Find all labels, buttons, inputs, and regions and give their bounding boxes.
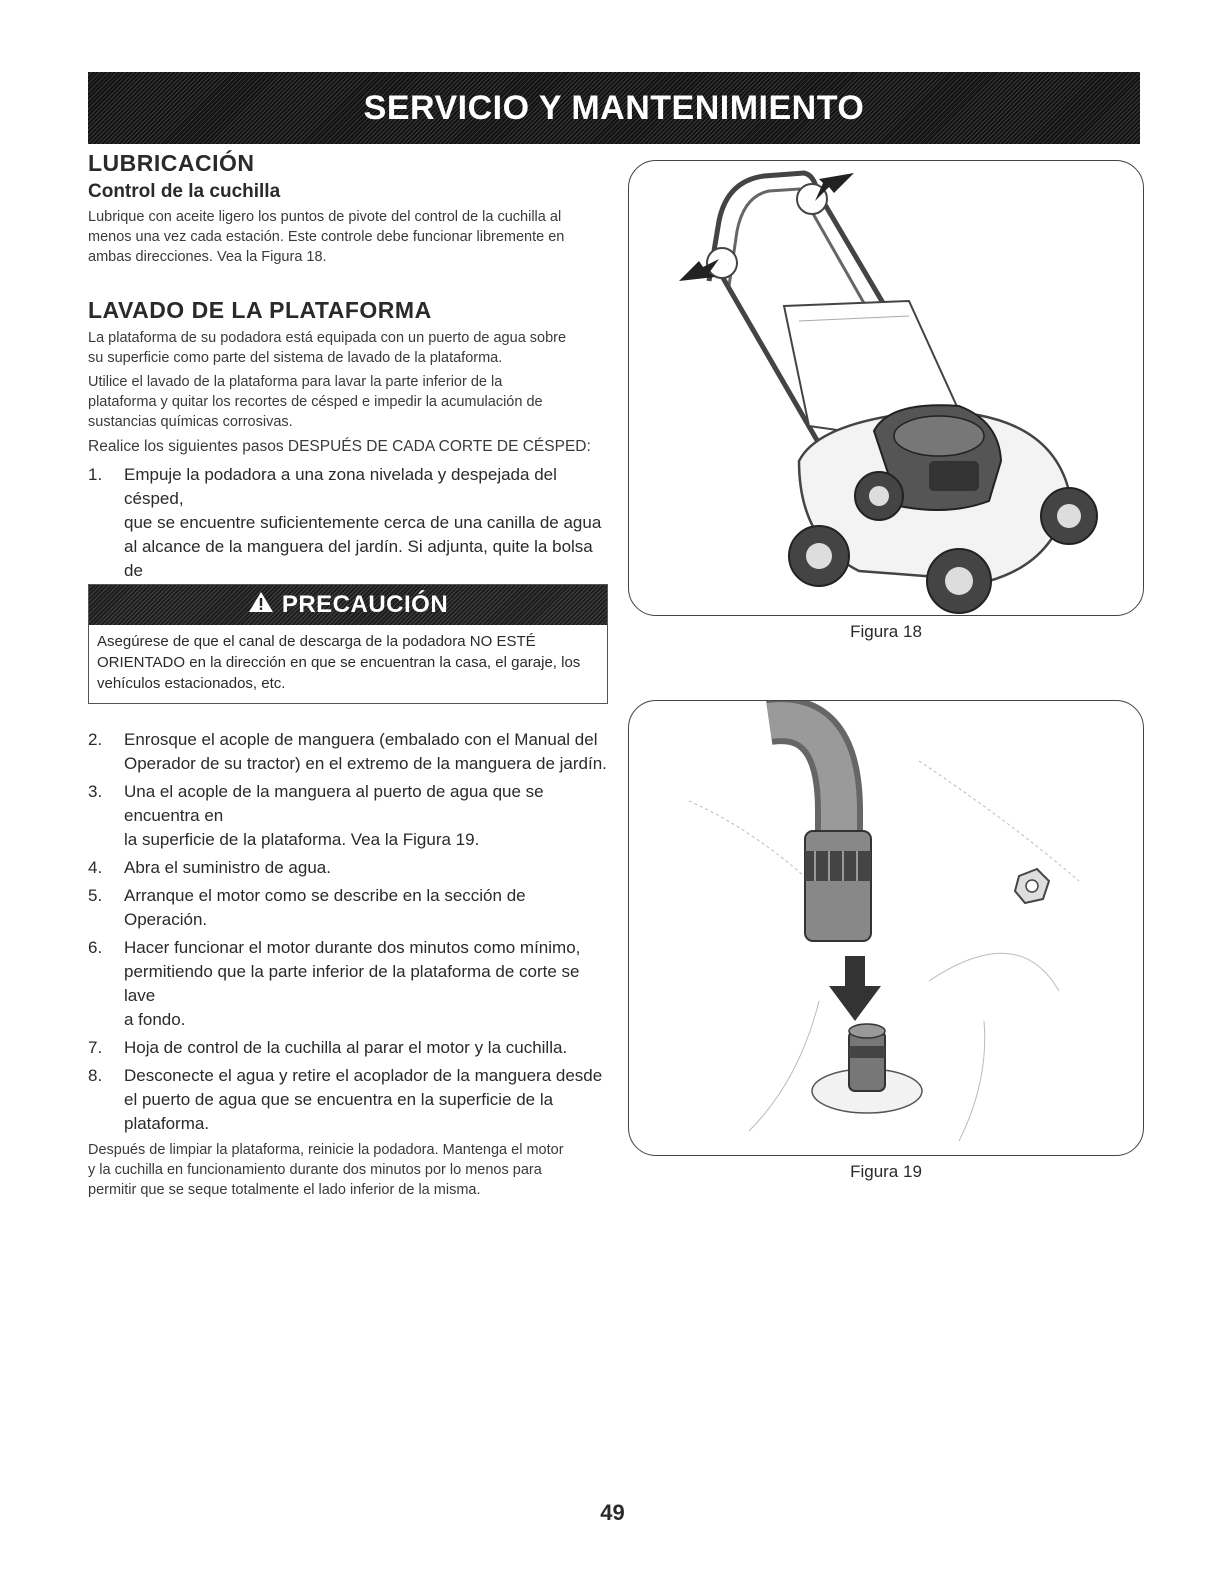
lavado-paragraph-3: Realice los siguientes pasos DESPUÉS DE CADA CORTE DE CÉSPED:	[88, 438, 591, 455]
warning-text: Asegúrese de que el canal de descarga de la podadora NO ESTÉ ORIENTADO en la dirección en que se encuentran la casa, el garaje, los vehículos estacionados, etc.	[97, 633, 581, 692]
step-text: Enrosque el acople de manguera (embalado con el Manual del Operador de su tractor) en el extremo de la manguera de jardín.	[124, 730, 607, 773]
warning-header	[89, 585, 607, 625]
text-line: y la cuchilla en funcionamiento durante dos minutos por lo menos para	[88, 1162, 542, 1178]
left-column-top	[88, 150, 608, 611]
step-number: 7.	[88, 1038, 103, 1057]
step-text: Hacer funcionar el motor durante dos minutos como mínimo, permitiendo que la parte inferior de la plataforma de corte se lave a fondo.	[124, 938, 581, 1029]
text-line: menos una vez cada estación. Este controle debe funcionar libremente en	[88, 229, 565, 245]
text-line: su superficie como parte del sistema de lavado de la plataforma.	[88, 350, 503, 366]
section-banner	[88, 72, 1140, 144]
figure-19	[628, 700, 1144, 1156]
figure-19-caption: Figura 19	[850, 1162, 922, 1181]
section-title: SERVICIO Y MANTENIMIENTO	[363, 88, 865, 127]
step-number: 5.	[88, 886, 103, 905]
text-line: Lubrique con aceite ligero los puntos de pivote del control de la cuchilla al	[88, 209, 562, 225]
step-number: 6.	[88, 938, 103, 957]
list-item	[88, 728, 608, 776]
list-item	[88, 780, 608, 852]
text-line: plataforma y quitar los recortes de césped e impedir la acumulación de	[88, 394, 543, 410]
warning-triangle-icon	[248, 591, 274, 620]
lubricacion-heading: LUBRICACIÓN	[88, 150, 255, 176]
control-cuchilla-subheading: Control de la cuchilla	[88, 181, 281, 202]
text-line: permitir que se seque totalmente el lado inferior de la misma.	[88, 1182, 481, 1198]
text-line: sustancias químicas corrosivas.	[88, 414, 293, 430]
list-item	[88, 936, 608, 1032]
warning-box	[88, 584, 608, 704]
lavado-paragraph-2	[88, 372, 608, 432]
text-line: La plataforma de su podadora está equipada con un puerto de agua sobre	[88, 330, 567, 346]
step-text: Abra el suministro de agua.	[124, 858, 331, 877]
figure-18-caption: Figura 18	[850, 622, 922, 641]
step-text: Arranque el motor como se describe en la sección de Operación.	[124, 886, 526, 929]
left-column-bottom	[88, 722, 608, 1200]
step-number: 3.	[88, 782, 103, 801]
list-item	[88, 1064, 608, 1136]
figure-18	[628, 160, 1144, 616]
step-number: 1.	[88, 465, 103, 484]
list-item	[88, 1036, 608, 1060]
step-text: Desconecte el agua y retire el acoplador de la manguera desde el puerto de agua que se encuentra en la superficie de la plataforma.	[124, 1066, 603, 1133]
list-item	[88, 884, 608, 932]
lavado-heading: LAVADO DE LA PLATAFORMA	[88, 297, 432, 323]
step-text: Hoja de control de la cuchilla al parar el motor y la cuchilla.	[124, 1038, 568, 1057]
lawn-mower-illustration	[629, 161, 1144, 616]
page-number: 49	[600, 1500, 625, 1525]
step-text: Empuje la podadora a una zona nivelada y despejada del césped, que se encuentre suficientemente cerca de una canilla de agua al alcance de la manguera del jardín. Si adjunta, quite la bolsa de	[124, 465, 602, 580]
text-line: Utilice el lavado de la plataforma para lavar la parte inferior de la	[88, 374, 503, 390]
step-number: 2.	[88, 730, 103, 749]
step-number: 4.	[88, 858, 103, 877]
closing-paragraph	[88, 1140, 608, 1200]
step-text: Una el acople de la manguera al puerto de agua que se encuentra en la superficie de la plataforma. Vea la Figura 19.	[124, 782, 544, 849]
step-number: 8.	[88, 1066, 103, 1085]
lubricacion-paragraph	[88, 207, 608, 267]
text-line: Después de limpiar la plataforma, reinicie la podadora. Mantenga el motor	[88, 1142, 564, 1158]
lavado-paragraph-1	[88, 328, 608, 368]
hose-coupling-illustration	[629, 701, 1144, 1156]
list-item	[88, 856, 608, 880]
steps-list	[88, 728, 608, 1136]
warning-title: PRECAUCIÓN	[281, 591, 449, 618]
text-line: ambas direcciones. Vea la Figura 18.	[88, 249, 327, 265]
